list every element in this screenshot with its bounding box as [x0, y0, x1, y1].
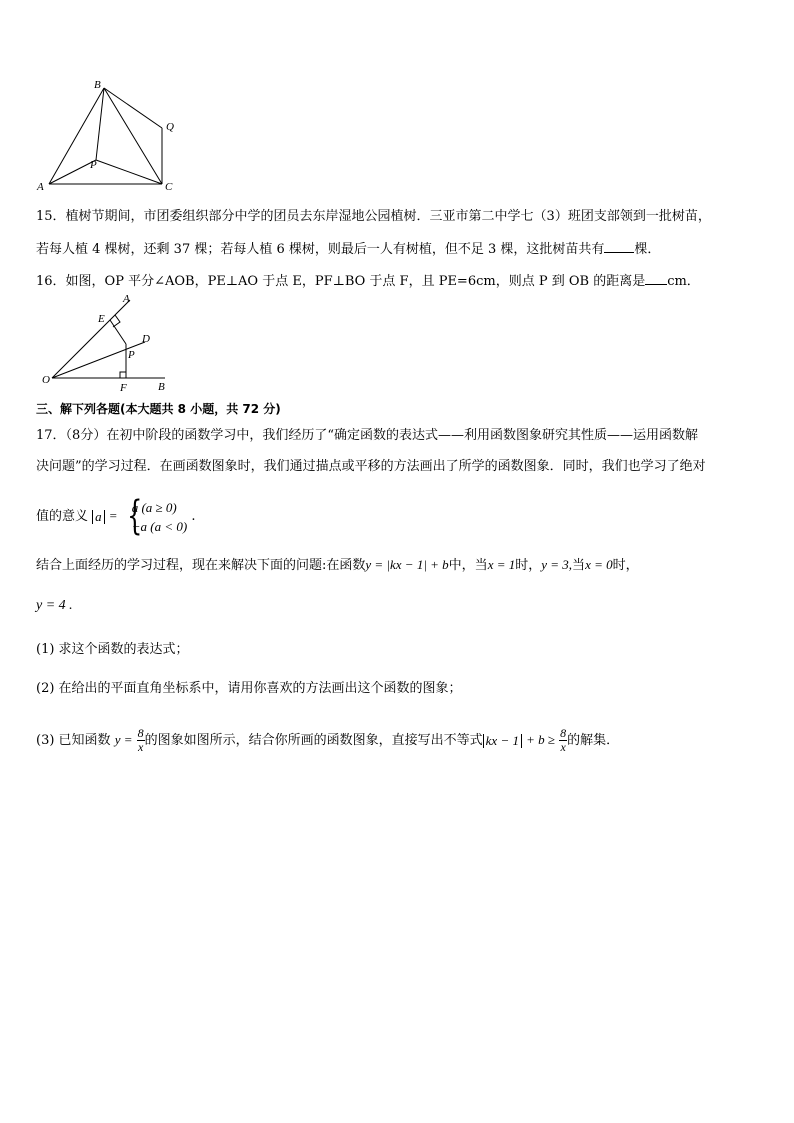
label-D: D	[142, 333, 150, 345]
label-A: A	[37, 181, 44, 193]
q15-text-a: 若每人植 4 棵树，还剩 37 棵；若每人植 6 棵树，则最后一人有树植，但不足 3 棵，这批树苗共有	[36, 242, 605, 257]
q17-sub3	[36, 722, 619, 759]
case-2: −a (a < 0)	[131, 518, 188, 534]
line3-period: .	[191, 509, 196, 524]
label-E: E	[98, 313, 105, 325]
q17-line4-text-a: 结合上面经历的学习过程，现在来解决下面的问题:在函数	[36, 558, 366, 573]
ineq-fraction-numerator: 8	[560, 726, 567, 740]
q17-line4-text-d: 当	[572, 558, 586, 573]
q16-text-b: cm．	[667, 274, 700, 289]
label-A: A	[123, 293, 130, 305]
q15-line1: 15．植树节期间，市团委组织部分中学的团员去东岸湿地公园植树．三亚市第二中学七（3）班团支部领到一批树苗，	[36, 209, 711, 224]
figure-q16-angle-bisector	[40, 292, 175, 392]
q17-line3-text: 值的意义	[36, 509, 89, 524]
fraction-denominator: x	[137, 740, 144, 754]
ineq-fraction-denominator: x	[560, 740, 566, 754]
q17-line5: y = 4 .	[36, 598, 73, 613]
label-F: F	[120, 382, 127, 392]
inequality-abs: kx − 1	[483, 734, 522, 748]
q15-line2	[36, 240, 660, 258]
q17-line3-abs-definition	[36, 492, 196, 539]
left-brace-icon: {	[126, 492, 143, 539]
condition-y3: y = 3,	[541, 557, 573, 572]
q16-answer-blank[interactable]	[645, 272, 667, 285]
label-O: O	[42, 374, 50, 386]
equals-sign: =	[108, 508, 118, 523]
q17-sub3-text-a: (3) 已知函数	[36, 733, 111, 748]
q16-line	[36, 272, 700, 290]
label-C: C	[165, 181, 173, 193]
segment-BQ	[104, 88, 162, 128]
inequality-fraction	[559, 727, 567, 754]
piecewise-cases	[122, 492, 188, 539]
section-3-heading: 三、解下列各题(本大题共 8 小题，共 72 分)	[36, 402, 281, 416]
q17-line4-text-b: 中，当	[448, 558, 488, 573]
segment-BP	[96, 88, 104, 160]
label-B: B	[94, 79, 101, 91]
label-Q: Q	[166, 121, 174, 133]
segment-PC	[96, 160, 162, 184]
fraction-8-over-x	[137, 727, 145, 754]
q17-line4-text-e: 时，	[612, 558, 639, 573]
q17-sub3-text-b: 的图象如图所示，结合你所画的函数图象，直接写出不等式	[144, 733, 483, 748]
q15-text-b: 棵．	[634, 242, 661, 257]
segment-BC	[104, 88, 162, 184]
q17-line4	[36, 557, 639, 574]
case-1: a (a ≥ 0)	[131, 499, 177, 515]
q17-sub1: (1) 求这个函数的表达式；	[36, 642, 189, 657]
q15-answer-blank[interactable]	[604, 240, 634, 253]
q17-line1: 17．（8分）在初中阶段的函数学习中，我们经历了“确定函数的表达式——利用函数图象研究其性质——运用函数解	[36, 428, 698, 443]
condition-x1: x = 1	[487, 557, 516, 572]
right-angle-F	[120, 372, 126, 378]
ray-OA	[52, 300, 130, 378]
label-P: P	[90, 159, 97, 171]
inequality-rest: + b ≥	[526, 732, 556, 747]
figure-q15-geometry	[34, 78, 184, 193]
label-P: P	[128, 349, 135, 361]
fraction-numerator: 8	[137, 726, 144, 740]
q16-text-a: 16．如图，OP 平分∠AOB，PE⊥AO 于点 E，PF⊥BO 于点 F，且 PE=6cm，则点 P 到 OB 的距离是	[36, 274, 646, 289]
abs-a: a	[92, 510, 105, 524]
q17-line4-text-c: 时，	[515, 558, 542, 573]
sub3-y-equals: y =	[114, 732, 133, 747]
q17-sub2: (2) 在给出的平面直角坐标系中，请用你喜欢的方法画出这个函数的图象；	[36, 681, 462, 696]
function-expression: y = |kx − 1| + b	[365, 557, 449, 572]
condition-x0: x = 0	[585, 557, 613, 572]
q17-line2: 决问题”的学习过程．在画函数图象时，我们通过描点或平移的方法画出了所学的函数图象．同时，我们也学习了绝对	[36, 459, 706, 474]
label-B: B	[158, 381, 165, 392]
q17-sub3-text-c: 的解集．	[567, 733, 620, 748]
